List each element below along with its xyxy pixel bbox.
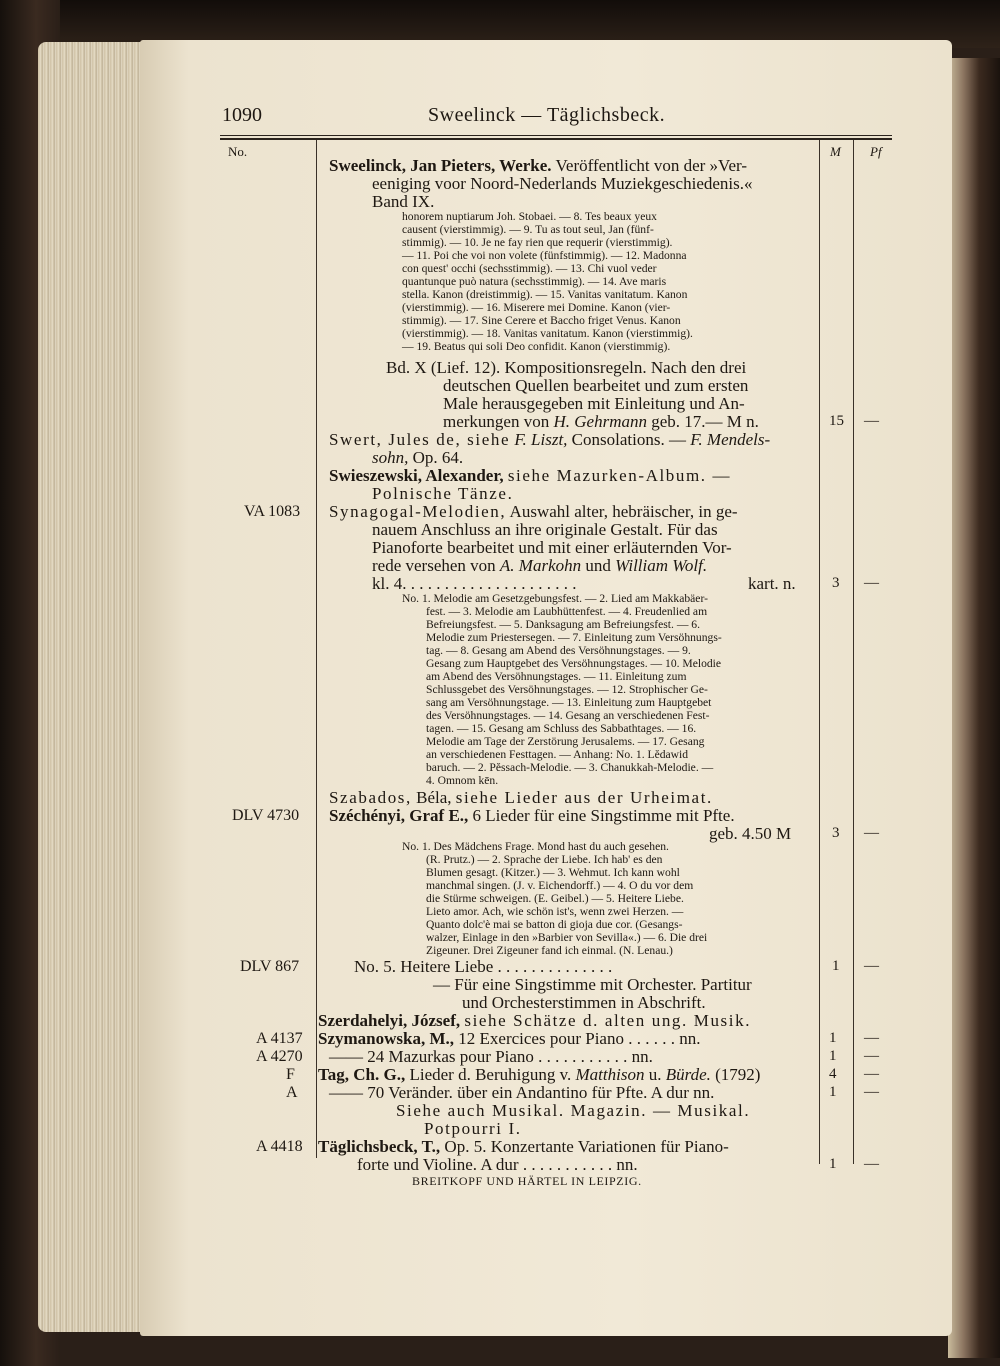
price-mark: 3	[832, 575, 840, 591]
book-spine-edge	[948, 58, 1000, 1358]
contents-line: Befreiungsfest. — 5. Danksagung am Befreiungsfest. — 6.	[426, 618, 701, 631]
entry-line: Bd. X (Lief. 12). Kompositionsregeln. Nach den drei	[386, 358, 747, 377]
entry-text: siehe Schätze d. alten ung. Musik.	[464, 1011, 752, 1030]
entry-line: Potpourri I.	[424, 1119, 522, 1138]
entry-text: und	[585, 556, 611, 575]
entry-text: Op. 64.	[412, 448, 464, 467]
contents-line: (R. Prutz.) — 2. Sprache der Liebe. Ich hab' es den	[426, 853, 663, 866]
entry-szymanowska	[318, 1030, 700, 1048]
entry-szerdahelyi	[318, 1012, 751, 1030]
entry-text: siehe Lieder aus der Urheimat.	[455, 788, 713, 807]
contents-line: tag. — 8. Gesang am Abend des Versöhnungstages. — 9.	[426, 644, 691, 657]
entry-line: Polnische Tänze.	[372, 484, 514, 503]
price-pf: —	[864, 575, 879, 591]
entry-text: 6 Lieder für eine Singstimme mit Pfte.	[472, 806, 735, 825]
entry-line: Pianoforte bearbeitet und mit einer erläuternden Vor-	[372, 538, 732, 557]
catalog-code: A 4137	[256, 1030, 303, 1047]
column-header-pf: Pf	[870, 144, 882, 159]
price-mark: 15	[829, 413, 844, 429]
entry-heading: Tag, Ch. G.,	[318, 1065, 406, 1084]
price-mark: 1	[829, 1030, 837, 1046]
contents-line: tagen. — 15. Gesang am Schluss des Sabbathtages. — 16.	[426, 722, 697, 735]
catalog-code: A 4270	[256, 1048, 303, 1065]
entry-tag	[318, 1066, 760, 1084]
entry-line: kl. 4. . . . . . . . . . . . . . . . . . . . .	[372, 574, 577, 593]
entry-line: eeniging voor Noord-Nederlands Muziekgeschiedenis.«	[372, 174, 753, 193]
entry-text: Auswahl alter, hebräischer, in ge-	[509, 502, 738, 521]
contents-line: manchmal singen. (J. v. Eichendorff.) — 4. O du vor dem	[426, 879, 694, 892]
entry-line: — Für eine Singstimme mit Orchester. Partitur	[433, 975, 752, 994]
entry-text: merkungen von	[443, 412, 550, 431]
entry-sweelinck	[329, 157, 747, 175]
entry-line: Siehe auch Musikal. Magazin. — Musikal.	[396, 1101, 751, 1120]
entry-text: Lieder d. Beruhigung v.	[409, 1065, 572, 1084]
contents-line: an verschiedenen Festtagen. — Anhang: No. 1. Lĕdawid	[426, 748, 689, 761]
contents-line: con quest' occhi (sechsstimmig). — 13. Chi vuol veder	[402, 262, 657, 275]
price-mark: 1	[829, 1084, 837, 1100]
contents-line: Melodie am Tage der Zerstörung Jerusalems. — 17. Gesang	[426, 735, 705, 748]
contents-line: Zigeuner. Drei Zigeuner fand ich einmal. (N. Lenau.)	[426, 944, 673, 957]
entry-text: rede versehen von	[372, 556, 496, 575]
contents-line: No. 1. Des Mädchens Frage. Mond hast du auch gesehen.	[402, 840, 669, 853]
entry-line: geb. 4.50 M	[709, 824, 792, 843]
contents-line: Gesang zum Hauptgebet des Versöhnungstages. — 10. Melodie	[426, 657, 722, 670]
entry-heading: Synagogal-Melodien,	[329, 502, 507, 521]
contents-line: No. 1. Melodie am Gesetzgebungsfest. — 2. Lied am Makkabäer-	[402, 592, 708, 605]
contents-line: fest. — 3. Melodie am Laubhüttenfest. — 4. Freudenlied am	[426, 605, 708, 618]
price-mark: 3	[832, 825, 840, 841]
entry-text: Consolations. —	[571, 430, 686, 449]
price-pf: —	[864, 1030, 879, 1046]
header-rule	[220, 135, 892, 136]
contents-line: Schlussgebet des Versöhnungstages. — 12. Strophischer Ge-	[426, 683, 708, 696]
author-name: Matthison	[575, 1065, 645, 1084]
contents-line: des Versöhnungstages. — 14. Gesang an verschiedenen Fest-	[426, 709, 710, 722]
price-pf: —	[864, 958, 879, 974]
catalog-code: A 4418	[256, 1138, 303, 1155]
price-pf: —	[864, 1048, 879, 1064]
author-name: William Wolf.	[615, 556, 708, 575]
contents-line: walzer, Einlage in den »Barbier von Sevilla«.) — 6. Die drei	[426, 931, 708, 944]
page-title: Sweelinck — Täglichsbeck.	[428, 104, 666, 126]
entry-heading: Swert, Jules de, siehe	[329, 430, 511, 449]
contents-line: Quanto dolc'è mai se batton di gioja due cor. (Gesangs-	[426, 918, 683, 931]
contents-line: baruch. — 2. Pĕssach-Melodie. — 3. Chanukkah-Melodie. —	[426, 761, 714, 774]
entry-text: 12 Exercices pour Piano . . . . . . nn.	[458, 1029, 701, 1048]
entry-line: Band IX.	[372, 192, 435, 211]
entry-taeglichsbeck	[318, 1138, 729, 1156]
entry-heading: Sweelinck, Jan Pieters, Werke.	[329, 156, 552, 175]
entry-heading: Swieszewski, Alexander,	[329, 466, 504, 485]
entry-line: deutschen Quellen bearbeitet und zum ersten	[443, 376, 749, 395]
entry-szabados	[329, 789, 713, 807]
author-name: A. Markohn	[499, 556, 582, 575]
column-divider-pf	[853, 140, 854, 1164]
entry-heading: Szabados,	[329, 788, 412, 807]
price-mark: 1	[829, 1048, 837, 1064]
entry-text: siehe Mazurken-Album. —	[507, 466, 732, 485]
column-header-mark: M	[830, 144, 841, 159]
column-divider-no	[316, 140, 317, 1158]
catalog-code: A	[286, 1084, 298, 1101]
contents-line: stimmig). — 10. Je ne fay rien que requerir (vierstimmig).	[402, 236, 673, 249]
contents-line: honorem nuptiarum Joh. Stobaei. — 8. Tes beaux yeux	[402, 210, 657, 223]
contents-line: quantunque può natura (sechsstimmig). — 14. Ave maris	[402, 275, 667, 288]
author-name: F. Mendels-	[690, 430, 771, 449]
contents-line: Lieto amor. Ach, wie schön ist's, wenn zwei Herzen. —	[426, 905, 684, 918]
catalog-code: F	[286, 1066, 295, 1083]
entry-line	[443, 413, 759, 431]
price-pf: —	[864, 825, 879, 841]
entry-line: und Orchesterstimmen in Abschrift.	[462, 993, 706, 1012]
entry-synagogal	[329, 503, 738, 521]
catalog-code: DLV 867	[240, 958, 300, 975]
catalog-code: DLV 4730	[232, 807, 300, 824]
price-mark: 1	[832, 958, 840, 974]
contents-line: stella. Kanon (dreistimmig). — 15. Vanitas vanitatum. Kanon	[402, 288, 688, 301]
price-mark: 1	[829, 1156, 837, 1172]
contents-line: (vierstimmig). — 18. Vanitas vanitatum. Kanon (vierstimmig).	[402, 327, 693, 340]
entry-line: Male herausgegeben mit Einleitung und An-	[443, 394, 745, 413]
author-name: H. Gehrmann	[553, 412, 647, 431]
contents-line: am Abend des Versöhnungstages. — 11. Einleitung zum	[426, 670, 687, 683]
price-pf: —	[864, 413, 879, 429]
contents-line: (vierstimmig). — 16. Miserere mei Domine. Kanon (vier-	[402, 301, 671, 314]
catalog-code: VA 1083	[244, 503, 301, 520]
entry-line: —— 24 Mazurkas pour Piano . . . . . . . . . . . nn.	[329, 1047, 653, 1066]
page-number: 1090	[222, 104, 262, 126]
entry-text: Béla,	[416, 788, 452, 807]
binding-note: kart. n.	[748, 574, 796, 593]
entry-heading: Szymanowska, M.,	[318, 1029, 455, 1048]
entry-line: No. 5. Heitere Liebe . . . . . . . . . . . . . .	[354, 957, 613, 976]
entry-line: —— 70 Veränder. über ein Andantino für Pfte. A dur nn.	[329, 1083, 715, 1102]
contents-line: 4. Omnom kēn.	[426, 774, 499, 787]
contents-line: — 19. Beatus qui soli Deo confidit. Kanon (vierstimmig).	[402, 340, 671, 353]
entry-swieszewski	[329, 467, 731, 485]
entry-swert	[329, 431, 770, 449]
author-name: sohn,	[372, 448, 409, 467]
contents-line: stimmig). — 17. Sine Cerere et Baccho friget Venus. Kanon	[402, 314, 681, 327]
entry-szechenyi	[329, 807, 735, 825]
entry-text: Veröffentlicht von der »Ver-	[555, 156, 747, 175]
column-divider-mark	[819, 140, 820, 1164]
publisher-footer: BREITKOPF UND HÄRTEL IN LEIPZIG.	[412, 1174, 642, 1188]
header-rule-double	[220, 138, 892, 140]
contents-line: sang am Versöhnungstage. — 13. Einleitung zum Hauptgebet	[426, 696, 712, 709]
price-pf: —	[864, 1084, 879, 1100]
contents-line: — 11. Poi che voi non volete (fünfstimmig). — 12. Madonna	[402, 249, 687, 262]
entry-text: Op. 5. Konzertante Variationen für Piano-	[444, 1137, 729, 1156]
price-pf: —	[864, 1066, 879, 1082]
contents-line: Blumen gesagt. (Kitzer.) — 3. Wehmut. Ich kann wohl	[426, 866, 680, 879]
author-name: F. Liszt,	[514, 430, 568, 449]
contents-line: causent (vierstimmig). — 9. Tu as tout seul, Jan (fünf-	[402, 223, 654, 236]
entry-line: nauem Anschluss an ihre originale Gestalt. Für das	[372, 520, 718, 539]
entry-heading: Täglichsbeck, T.,	[318, 1137, 441, 1156]
entry-text: geb. 17.— M n.	[651, 412, 759, 431]
entry-line: forte und Violine. A dur . . . . . . . . . . . nn.	[357, 1155, 638, 1174]
contents-line: die Stürme schweigen. (E. Geibel.) — 5. Heitere Liebe.	[426, 892, 684, 905]
entry-heading: Széchényi, Graf E.,	[329, 806, 469, 825]
entry-text: u.	[648, 1065, 662, 1084]
price-mark: 4	[829, 1066, 837, 1082]
entry-line	[372, 557, 707, 575]
column-header-no: No.	[228, 144, 248, 159]
entry-heading: Szerdahelyi, József,	[318, 1011, 461, 1030]
entry-text: (1792)	[715, 1065, 761, 1084]
author-name: Bürde.	[665, 1065, 711, 1084]
entry-line	[372, 449, 463, 467]
price-pf: —	[864, 1156, 879, 1172]
contents-line: Melodie zum Priestersegen. — 7. Einleitung zum Versöhnungs-	[426, 631, 722, 644]
